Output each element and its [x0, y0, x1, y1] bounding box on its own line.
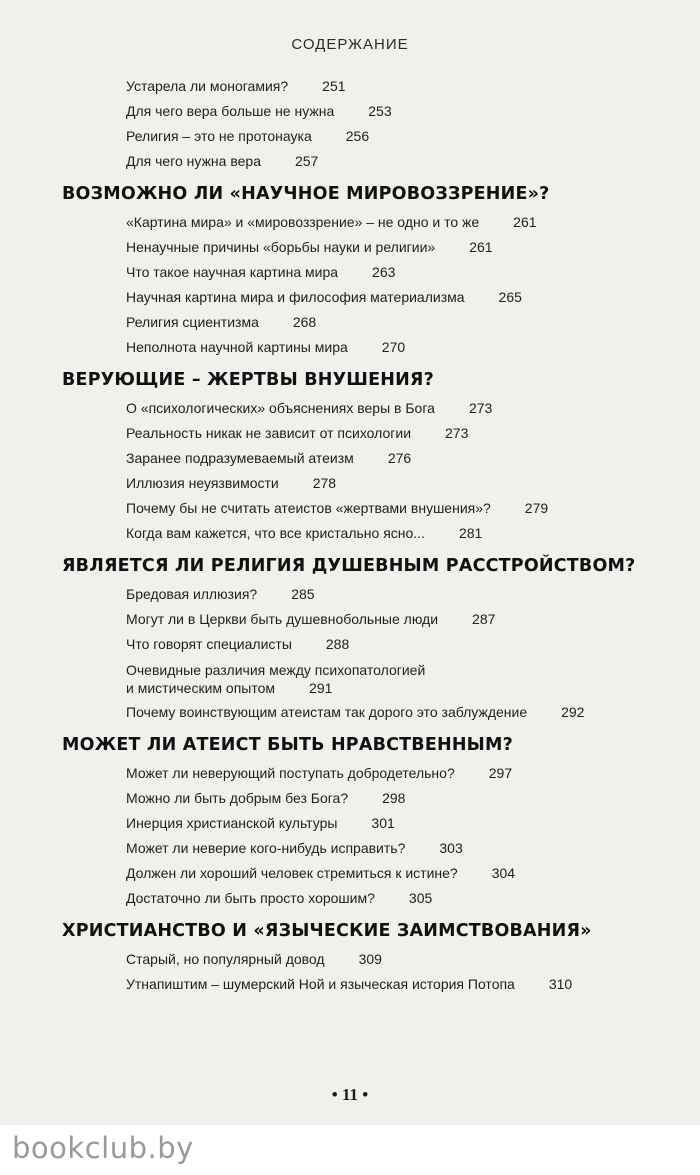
toc-entry: [126, 496, 700, 521]
entry-title: Должен ли хороший человек стремиться к истине?: [126, 865, 458, 881]
entry-title: Старый, но популярный довод: [126, 951, 325, 967]
toc-entry: [126, 446, 700, 471]
entry-title: Научная картина мира и философия материализма: [126, 289, 465, 305]
entry-title: Может ли неверие кого-нибудь исправить?: [126, 840, 406, 856]
toc-entry: [126, 210, 700, 235]
entry-page-number: 261: [469, 239, 493, 255]
entry-title: Для чего нужна вера: [126, 153, 261, 169]
entry-page-number: 285: [291, 586, 315, 602]
toc-section: [0, 184, 700, 360]
toc-entry: [126, 235, 700, 260]
toc-entry: [126, 335, 700, 360]
toc-entry: [126, 396, 700, 421]
chapter-title: ВЕРУЮЩИЕ – ЖЕРТВЫ ВНУШЕНИЯ?: [62, 370, 434, 390]
entry-page-number: 278: [312, 475, 337, 491]
entry-title: Устарела ли моногамия?: [126, 78, 289, 94]
entry-page-number: 273: [445, 425, 469, 441]
toc-section: [0, 921, 700, 997]
entry-page-number: 276: [387, 450, 412, 466]
entry-page-number: 256: [345, 128, 370, 144]
chapter-title: МОЖЕТ ЛИ АТЕИСТ БЫТЬ НРАВСТВЕННЫМ?: [62, 735, 513, 755]
entry-title: Иллюзия неуязвимости: [126, 475, 279, 491]
toc-section: [0, 74, 700, 174]
entry-title: Почему воинствующим атеистам так дорого это заблуждение: [126, 704, 528, 720]
toc-entry: [126, 947, 700, 972]
entry-title: Ненаучные причины «борьбы науки и религии»: [126, 239, 436, 255]
page-number: • 11 •: [331, 1085, 369, 1104]
entry-title: Заранее подразумеваемый атеизм: [126, 450, 354, 466]
toc-entry: [126, 761, 700, 786]
entry-title: Для чего вера больше не нужна: [126, 103, 335, 119]
entry-page-number: 297: [488, 765, 513, 781]
entry-title: Что такое научная картина мира: [126, 264, 339, 280]
entry-title-line2: и мистическим опытом: [126, 680, 276, 696]
toc-entry: [126, 521, 700, 546]
toc-section: [0, 370, 700, 546]
entry-title: «Картина мира» и «мировоззрение» – не одно и то же: [126, 214, 480, 230]
chapter-title: ЯВЛЯЕТСЯ ЛИ РЕЛИГИЯ ДУШЕВНЫМ РАССТРОЙСТВОМ?: [62, 556, 636, 576]
entry-page-number: 281: [458, 525, 483, 541]
toc-entry: [126, 285, 700, 310]
entry-page-number: 265: [498, 289, 522, 305]
entry-page-number: 303: [439, 840, 463, 856]
entry-page-number: 270: [381, 339, 406, 355]
toc-entry: [126, 471, 700, 496]
watermark-text: bookclub.by: [12, 1131, 194, 1165]
entry-page-number: 310: [548, 976, 573, 992]
entry-title: Что говорят специалисты: [126, 636, 292, 652]
toc-entry: [126, 811, 700, 836]
entry-page-number: 268: [292, 314, 317, 330]
entry-page-number: 305: [408, 890, 433, 906]
toc-entry: [126, 421, 700, 446]
entry-title: Могут ли в Церкви быть душевнобольные люди: [126, 611, 439, 627]
table-of-contents: [0, 74, 700, 1003]
entry-page-number: 309: [358, 951, 382, 967]
entry-title: Религия – это не протонаука: [126, 128, 312, 144]
entry-page-number: 292: [561, 704, 585, 720]
entry-title: Неполнота научной картины мира: [126, 339, 348, 355]
entry-title: О «психологических» объяснениях веры в Бога: [126, 400, 435, 416]
entry-title: Реальность никак не зависит от психологии: [126, 425, 412, 441]
entry-title-continued: [126, 679, 466, 697]
toc-entry: [126, 700, 700, 725]
entry-page-number: 251: [322, 78, 346, 94]
entry-page-number: 261: [513, 214, 537, 230]
toc-entry: [126, 149, 700, 174]
entry-page-number: 288: [325, 636, 350, 652]
chapter-title: ВОЗМОЖНО ЛИ «НАУЧНОЕ МИРОВОЗЗРЕНИЕ»?: [62, 184, 550, 204]
toc-entry: [126, 836, 700, 861]
toc-entry: [126, 786, 700, 811]
entry-title: Может ли неверующий поступать добродетельно?: [126, 765, 455, 781]
entry-page-number: 263: [372, 264, 396, 280]
toc-section: [0, 556, 700, 725]
entry-page-number: 279: [524, 500, 549, 516]
entry-page-number: 287: [472, 611, 496, 627]
running-head: СОДЕРЖАНИЕ: [291, 36, 409, 53]
entry-page-number: 301: [371, 815, 395, 831]
watermark-bar: [0, 1125, 700, 1175]
entry-title: Почему бы не считать атеистов «жертвами внушения»?: [126, 500, 491, 516]
entry-page-number: 298: [382, 790, 406, 806]
toc-entry: [126, 861, 700, 886]
entry-page-number: 291: [309, 680, 333, 696]
entry-page-number: 257: [294, 153, 319, 169]
toc-entry: [126, 972, 700, 997]
entry-title: Религия сциентизма: [126, 314, 259, 330]
toc-entry: [126, 657, 466, 700]
toc-entry: [126, 310, 700, 335]
toc-entry: [126, 124, 700, 149]
entry-title: Можно ли быть добрым без Бога?: [126, 790, 349, 806]
entry-title: Когда вам кажется, что все кристально ясно...: [126, 525, 425, 541]
toc-section: [0, 735, 700, 911]
entry-page-number: 304: [491, 865, 516, 881]
entry-title: Бредовая иллюзия?: [126, 586, 258, 602]
toc-entry: [126, 886, 700, 911]
entry-title: Очевидные различия между психопатологией: [126, 662, 426, 678]
toc-entry: [126, 260, 700, 285]
entry-title: Инерция христианской культуры: [126, 815, 338, 831]
toc-entry: [126, 632, 700, 657]
entry-page-number: 273: [468, 400, 493, 416]
toc-entry: [126, 582, 700, 607]
entry-title: Достаточно ли быть просто хорошим?: [126, 890, 375, 906]
toc-entry: [126, 99, 700, 124]
entry-title: Утнапиштим – шумерский Ной и языческая история Потопа: [126, 976, 515, 992]
toc-entry: [126, 74, 700, 99]
entry-page-number: 253: [368, 103, 392, 119]
toc-entry: [126, 607, 700, 632]
chapter-title: ХРИСТИАНСТВО И «ЯЗЫЧЕСКИЕ ЗАИМСТВОВАНИЯ»: [62, 921, 592, 941]
